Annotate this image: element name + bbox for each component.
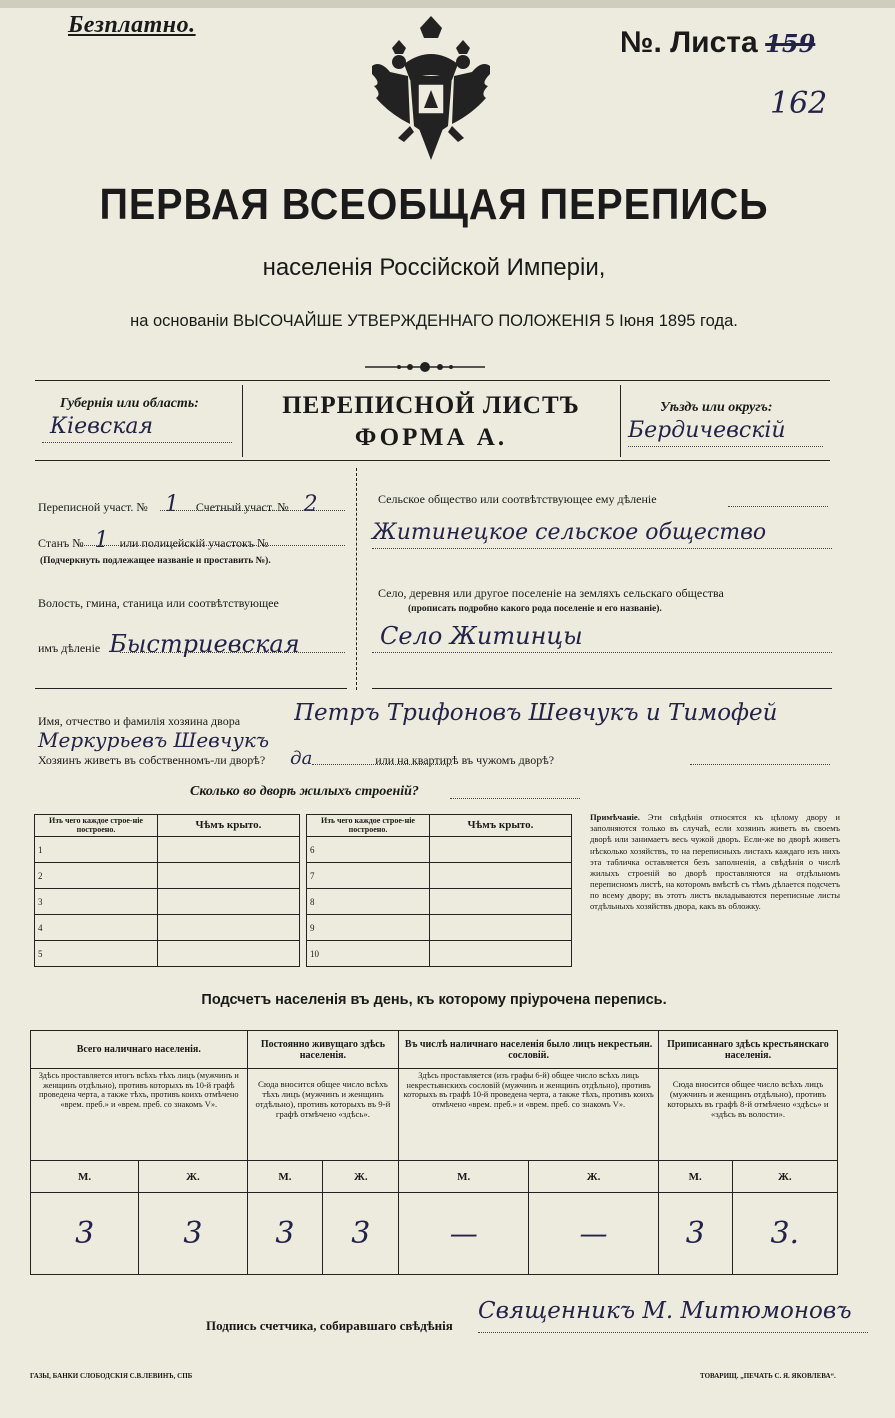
village-value: Село Житинцы — [380, 622, 583, 650]
stan-note: (Подчеркнуть подлежащее названіе и проставить №). — [40, 556, 271, 566]
stan-value: 1 — [94, 528, 109, 553]
building-row-number: 2 — [35, 863, 158, 889]
imperial-eagle-emblem — [368, 14, 494, 166]
form-header-right-divider — [620, 385, 621, 457]
form-title-line-1: ПЕРЕПИСНОЙ ЛИСТЪ — [282, 392, 580, 419]
pop-nonpeasant-m: — — [399, 1193, 529, 1275]
building-row-number: 3 — [35, 889, 158, 915]
pop-total-m: 3 — [31, 1193, 139, 1275]
buildings-roof-header: Чѣмъ крыто. — [158, 815, 300, 837]
free-label: Безплатно. — [68, 12, 196, 38]
society-label-line — [728, 506, 828, 507]
pop-m-label: М. — [247, 1161, 323, 1193]
building-roof-cell — [158, 837, 300, 863]
owner-lives-label: Хозяинъ живетъ въ собственномъ-ли дворѣ? — [38, 753, 266, 767]
pop-f-label: Ж. — [323, 1161, 399, 1193]
building-roof-cell — [158, 889, 300, 915]
society-label: Сельское общество или соотвѣтствующее ему дѣленіе — [378, 492, 657, 506]
building-roof-cell — [430, 915, 572, 941]
census-area-label: Переписной участ. № — [38, 500, 148, 514]
census-area-value: 1 — [164, 492, 179, 517]
buildings-material-header: Изъ чего каждое строе-ніе построено. — [35, 815, 158, 837]
building-roof-cell — [158, 915, 300, 941]
building-row-number: 10 — [307, 941, 430, 967]
village-label: Село, деревня или другое поселеніе на земляхъ сельскаго общества — [378, 586, 724, 600]
counting-area-label: Счетный участ. № — [195, 500, 289, 514]
building-roof-cell — [158, 863, 300, 889]
census-subtitle: населенія Россійской Имперіи, — [262, 254, 606, 281]
building-roof-cell — [430, 837, 572, 863]
pop-peasant-f: 3. — [732, 1193, 837, 1275]
building-row-number: 9 — [307, 915, 430, 941]
signature-value: Священникъ М. Митюмоновъ — [478, 1298, 852, 1324]
buildings-question-line — [450, 798, 580, 799]
buildings-table-left — [34, 814, 300, 967]
note-title: Примѣчаніе. — [590, 812, 640, 822]
note-text: Эти свѣдѣнія относятся къ цѣлому двору и заполняются только въ случаѣ, если хозяинъ живетъ въ своемъ дворѣ или занимаетъ весь чужой дворъ. Если-же во дворѣ живетъ нѣсколько хозяйствъ, то на переписныхъ листахъ каждаго изъ нихъ эта табличка оставляется безъ заполненія, а свѣдѣнія о числѣ жилыхъ строеній во дворѣ проставляются на отдѣльномъ переписномъ листѣ, на которомъ вмѣстѣ съ тѣмъ дѣлается подсчетъ по всему двору; въ этотъ листъ вкладываются переписные листы отдѣльныхъ хозяйствъ двора, какъ въ обложку. — [590, 812, 840, 912]
building-roof-cell — [430, 863, 572, 889]
pop-f-label: Ж. — [529, 1161, 659, 1193]
uezd-value: Бердичевскій — [628, 418, 786, 443]
volost-value: Быстриевская — [109, 630, 300, 658]
village-underline — [372, 652, 832, 653]
pop-col-head-permanent: Постоянно живущаго здѣсь населенія. — [247, 1031, 399, 1069]
pop-peasant-m: 3 — [658, 1193, 732, 1275]
printer-right: ТОВАРИЩ. „ПЕЧАТЬ С. Я. ЯКОВЛЕВА“. — [700, 1372, 836, 1380]
population-table — [30, 1030, 838, 1275]
owner-name-value-1: Петръ Трифоновъ Шевчукъ и Тимофей — [294, 700, 778, 726]
census-basis: на основаніи ВЫСОЧАЙШЕ УТВЕРЖДЕННАГО ПОЛОЖЕНІЯ 5 Іюня 1895 года. — [130, 312, 738, 330]
ornament-divider — [365, 360, 485, 374]
signature-line — [478, 1332, 868, 1333]
buildings-material-header: Изъ чего каждое строе-ніе построено. — [307, 815, 430, 837]
buildings-question: Сколько во дворѣ жилыхъ строеній? — [190, 784, 419, 799]
building-roof-cell — [158, 941, 300, 967]
uezd-label: Уѣздъ или округъ: — [660, 400, 773, 415]
village-note: (прописать подробно какого рода поселеніе и его названіе). — [408, 604, 662, 614]
sheet-number-old: 159 — [765, 29, 816, 58]
buildings-roof-header: Чѣмъ крыто. — [430, 815, 572, 837]
guberniya-value: Кіевская — [50, 414, 154, 439]
pop-total-f: 3 — [139, 1193, 247, 1275]
society-value: Житинецкое сельское общество — [372, 520, 767, 545]
guberniya-line — [42, 442, 232, 443]
pop-m-label: М. — [658, 1161, 732, 1193]
form-header-bottom-rule — [35, 460, 830, 461]
form-title-line-2: ФОРМА А. — [354, 424, 508, 451]
sheet-number — [620, 26, 815, 60]
pop-nonpeasant-f: — — [529, 1193, 659, 1275]
stan-label: Станъ № — [38, 536, 84, 550]
building-row-number: 4 — [35, 915, 158, 941]
counting-area-value: 2 — [303, 492, 318, 517]
pop-col-head-peasant: Приписаннаго здѣсь крестьянскаго населенія. — [658, 1031, 837, 1069]
volost-underline — [120, 652, 345, 653]
stan-row — [38, 528, 269, 553]
owner-name-label: Имя, отчество и фамилія хозяина двора — [38, 714, 241, 728]
fields-center-divider — [356, 468, 357, 690]
society-underline — [372, 548, 832, 549]
volost-label-1: Волость, гмина, станица или соотвѣтствующее — [38, 596, 279, 610]
right-block-bottom-rule — [372, 688, 832, 689]
pop-col-desc-total: Здѣсь проставляется итогъ всѣхъ тѣхъ лицъ (мужчинъ и женщинъ отдѣльно), противъ которыхъ въ 10-й графѣ проведена черта, а также тѣхъ, противъ коихъ отмѣчено «врем. преб.» и «врем. преб. со знакомъ V». — [31, 1069, 248, 1161]
census-area-underline — [160, 510, 345, 511]
guberniya-label: Губернія или область: — [60, 396, 199, 411]
sheet-number-new: 162 — [770, 86, 828, 121]
owner-lives-value: да — [290, 748, 313, 769]
pop-col-desc-permanent: Сюда вносится общее число всѣхъ тѣхъ лицъ (мужчинъ и женщинъ отдѣльно), противъ которыхъ въ 9-й графѣ отмѣчено «здѣсь». — [247, 1069, 399, 1161]
pop-permanent-f: 3 — [323, 1193, 399, 1275]
building-row-number: 8 — [307, 889, 430, 915]
buildings-table-right — [306, 814, 572, 967]
building-row-number: 6 — [307, 837, 430, 863]
building-roof-cell — [430, 889, 572, 915]
printer-left: ГАЗЫ, БАНКИ СЛОБОДСКІЯ С.В.ЛЕВИНЪ, СПБ — [30, 1372, 193, 1380]
pop-f-label: Ж. — [139, 1161, 247, 1193]
building-row-number: 5 — [35, 941, 158, 967]
pop-col-head-total: Всего наличнаго населенія. — [31, 1031, 248, 1069]
pop-permanent-m: 3 — [247, 1193, 323, 1275]
left-block-bottom-rule — [35, 688, 347, 689]
page-top-edge — [0, 0, 895, 8]
pop-m-label: М. — [399, 1161, 529, 1193]
pop-col-head-nonpeasant: Въ числѣ наличнаго населенія было лицъ некрестьян. сословій. — [399, 1031, 659, 1069]
census-area-row — [38, 492, 330, 517]
sheet-number-label: №. Листа — [620, 26, 758, 59]
volost-row — [38, 630, 300, 658]
pop-col-desc-peasant: Сюда вносится общее число всѣхъ лицъ (мужчинъ и женщинъ отдѣльно), противъ которыхъ въ графѣ 8-й отмѣчено «здѣсь» и «здѣсь въ волости». — [658, 1069, 837, 1161]
building-row-number: 7 — [307, 863, 430, 889]
form-header-top-rule — [35, 380, 830, 381]
building-roof-cell — [430, 941, 572, 967]
pop-col-desc-nonpeasant: Здѣсь проставляется (изъ графы 6-й) общее число всѣхъ лицъ некрестьянскихъ сословій (мужчинъ и женщинъ отдѣльно), противъ которыхъ въ графѣ 10-й проведена черта, а также тѣхъ, противъ коихъ отмѣчено «врем. преб.» и «врем. преб. со знакомъ V». — [399, 1069, 659, 1161]
owner-name-value-2: Меркурьевъ Шевчукъ — [38, 728, 270, 752]
pop-m-label: М. — [31, 1161, 139, 1193]
owner-lives-row — [38, 748, 554, 769]
owner-lives-label-2: или на квартирѣ въ чужомъ дворѣ? — [375, 753, 555, 767]
census-title: ПЕРВАЯ ВСЕОБЩАЯ ПЕРЕПИСЬ — [99, 180, 769, 229]
population-title: Подсчетъ населенія въ день, къ которому пріурочена перепись. — [201, 992, 667, 1008]
owner-lives-line — [312, 764, 452, 765]
pop-f-label: Ж. — [732, 1161, 837, 1193]
volost-label-2: имъ дѣленіе — [38, 641, 101, 655]
owner-lives-line-2 — [690, 764, 830, 765]
uezd-line — [628, 446, 823, 447]
building-row-number: 1 — [35, 837, 158, 863]
buildings-note — [590, 812, 840, 913]
stan-underline — [80, 545, 345, 546]
signature-label: Подпись счетчика, собиравшаго свѣдѣнія — [206, 1318, 453, 1333]
police-area-label: или полицейскій участокъ № — [119, 536, 269, 550]
